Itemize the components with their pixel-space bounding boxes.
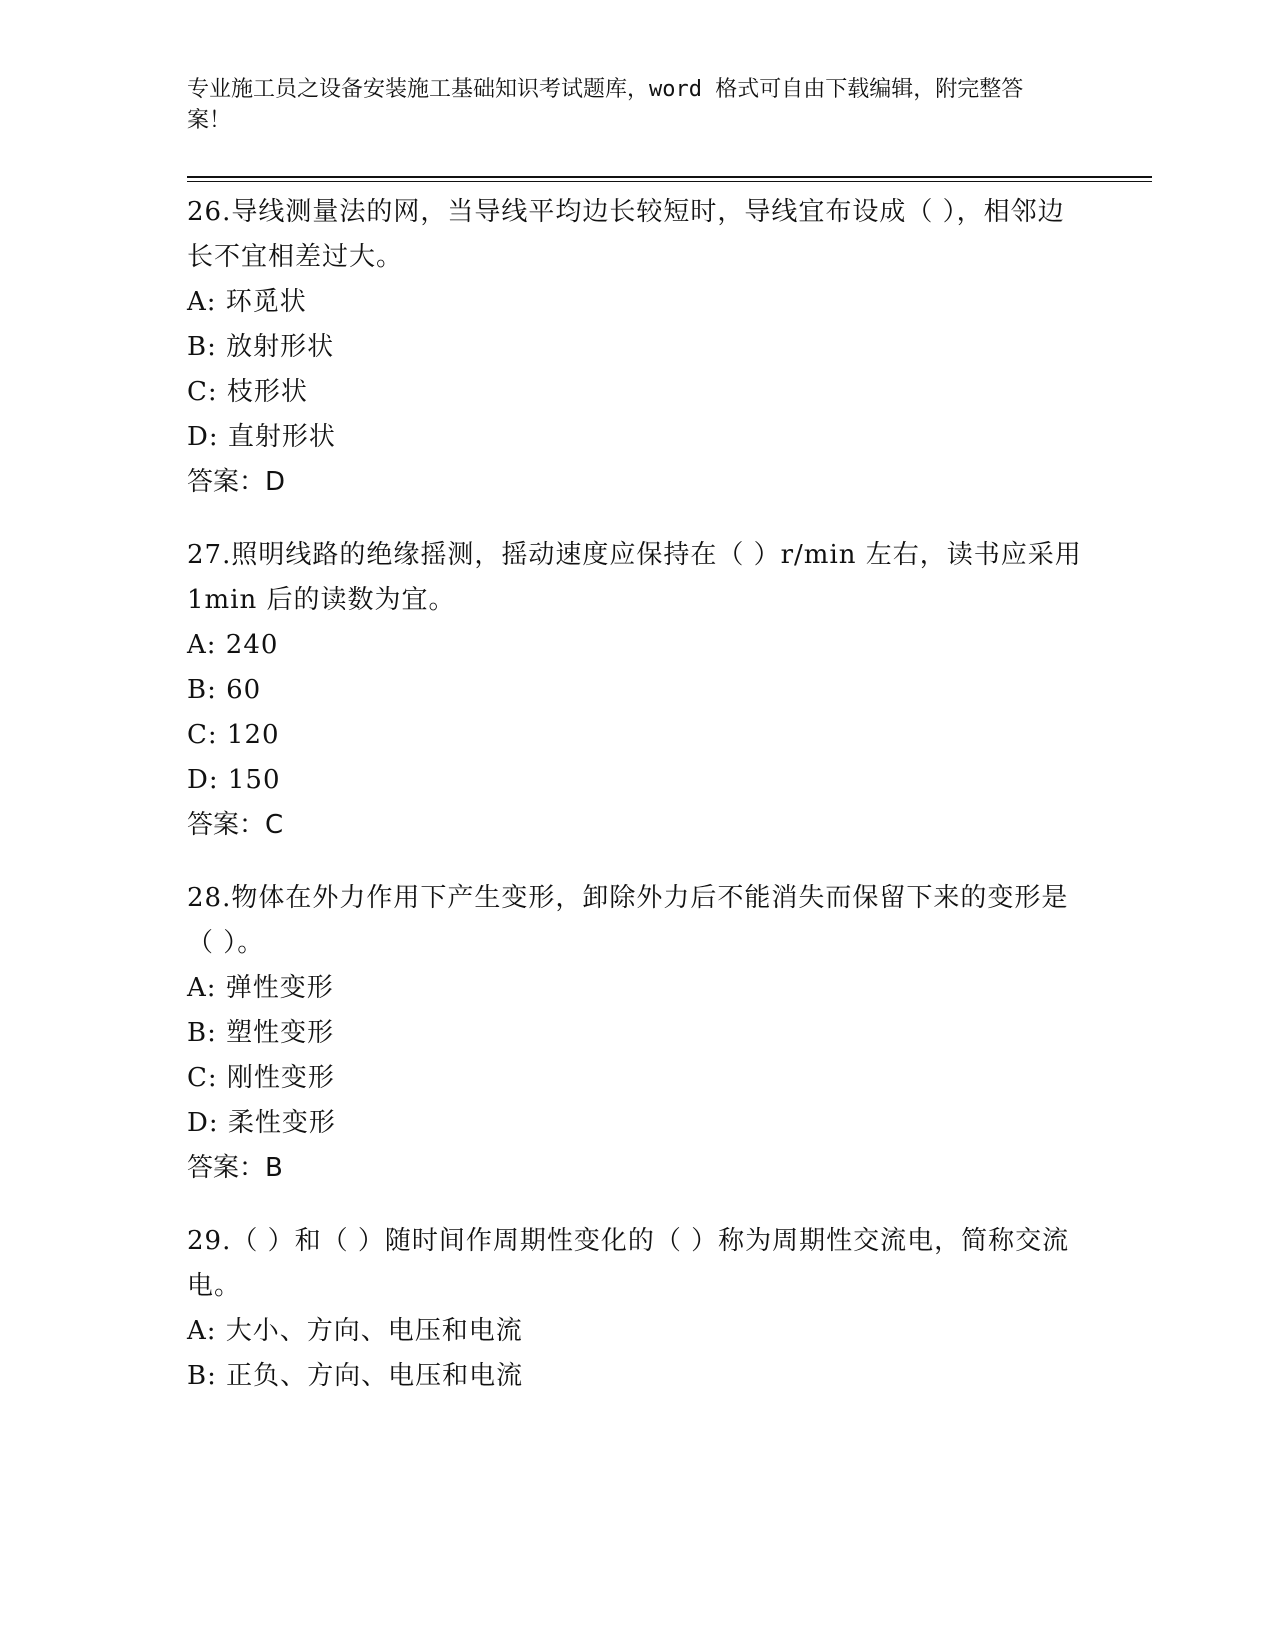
option-a: A: 240 (187, 630, 279, 660)
question-28 (187, 876, 1087, 1191)
option-b: B: 塑性变形 (187, 1018, 335, 1048)
question-list (187, 190, 1087, 1427)
question-stem: 27.照明线路的绝缘摇测，摇动速度应保持在（ ）r/min 左右，读书应采用 1min 后的读数为宜。 (187, 540, 1082, 615)
option-d: D: 150 (187, 765, 281, 795)
question-27 (187, 533, 1087, 848)
option-c: C: 120 (187, 720, 280, 750)
answer: 答案：B (187, 1153, 283, 1183)
option-c: C: 枝形状 (187, 377, 308, 407)
question-stem: 29.（ ）和（ ）随时间作周期性变化的（ ）称为周期性交流电，简称交流电。 (187, 1226, 1070, 1301)
option-b: B: 放射形状 (187, 332, 335, 362)
option-a: A: 环觅状 (187, 287, 307, 317)
option-c: C: 刚性变形 (187, 1063, 335, 1093)
question-stem: 28.物体在外力作用下产生变形，卸除外力后不能消失而保留下来的变形是（ ）。 (187, 883, 1069, 958)
question-29 (187, 1219, 1087, 1399)
header-divider-thin (187, 181, 1152, 182)
option-a: A: 大小、方向、电压和电流 (187, 1316, 523, 1346)
option-a: A: 弹性变形 (187, 973, 334, 1003)
header-divider (187, 176, 1152, 178)
answer: 答案：D (187, 467, 286, 497)
option-d: D: 柔性变形 (187, 1108, 336, 1138)
question-26 (187, 190, 1087, 505)
option-b: B: 正负、方向、电压和电流 (187, 1361, 524, 1391)
question-stem: 26.导线测量法的网，当导线平均边长较短时，导线宜布设成（ ），相邻边长不宜相差过大。 (187, 197, 1065, 272)
option-b: B: 60 (187, 675, 262, 705)
answer: 答案：C (187, 810, 284, 840)
option-d: D: 直射形状 (187, 422, 336, 452)
document-header: 专业施工员之设备安装施工基础知识考试题库，word 格式可自由下载编辑，附完整答案！ (187, 77, 1024, 133)
